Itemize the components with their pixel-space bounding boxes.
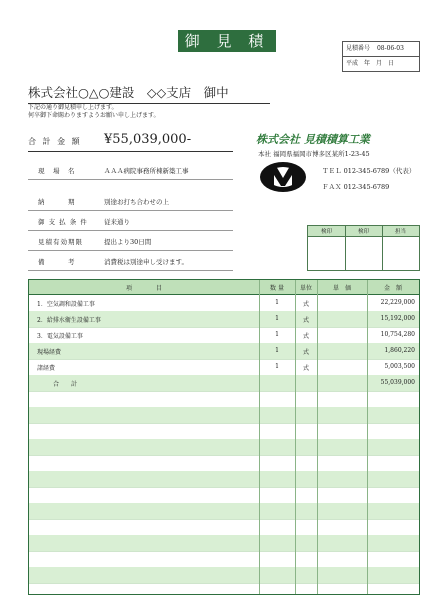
company-logo xyxy=(258,160,308,194)
column-divider xyxy=(259,280,260,594)
cell-qty: 1 xyxy=(275,363,279,370)
table-row xyxy=(29,567,419,584)
info-row-validity xyxy=(28,230,233,251)
table-row xyxy=(29,295,419,312)
cell-unit: 式 xyxy=(302,301,309,308)
info-value: 提出より30日間 xyxy=(104,238,152,246)
table-row xyxy=(29,551,419,568)
info-key: 備 考 xyxy=(38,258,76,266)
info-key: 納 期 xyxy=(38,198,76,206)
cell-amount: 1,860,220 xyxy=(384,347,415,354)
cell-item: 1．空気調和設備工事 xyxy=(37,301,95,308)
header-unit: 単位 xyxy=(299,285,312,292)
cell-item: 2．給排水衛生設備工事 xyxy=(37,317,101,324)
table-row xyxy=(29,439,419,456)
cell-unit: 式 xyxy=(302,317,309,324)
table-row xyxy=(29,583,419,595)
column-divider xyxy=(367,280,368,594)
company-fax: ＦＡＸ 012-345-6789 xyxy=(322,183,390,191)
header-amount: 金 額 xyxy=(383,285,402,292)
doc-number-row xyxy=(343,42,419,56)
table-row xyxy=(29,311,419,328)
table-row xyxy=(29,535,419,552)
header-price: 単 価 xyxy=(332,285,351,292)
stamp-label-inspection-2: 検印 xyxy=(357,229,369,235)
cell-unit: 式 xyxy=(302,365,309,372)
info-key: 御 支 払 条 件 xyxy=(38,218,88,226)
table-row xyxy=(29,375,419,392)
table-header xyxy=(29,280,419,295)
approval-stamps xyxy=(307,225,420,271)
doc-number-label: 見積番号 xyxy=(346,45,371,52)
info-value: 別途お打ち合わせの上 xyxy=(104,198,169,206)
cell-item: 現場経費 xyxy=(37,349,62,356)
info-key: 現 場 名 xyxy=(38,167,76,175)
cell-qty: 1 xyxy=(275,347,279,354)
info-row-site xyxy=(28,159,233,180)
total-amount-label: 合 計 金 額 xyxy=(28,137,82,146)
table-row xyxy=(29,327,419,344)
cell-qty: 1 xyxy=(275,331,279,338)
cell-item: 合 計 xyxy=(53,381,78,388)
cell-amount: 22,229,000 xyxy=(380,299,415,306)
company-tel: ＴＥＬ 012-345-6789（代表） xyxy=(322,167,416,175)
intro-line: 下記の通り御見積申し上げます。 xyxy=(28,104,118,111)
table-row xyxy=(29,503,419,520)
total-amount-value: ¥55,039,000- xyxy=(104,132,192,147)
client-name: 株式会社○△○建設 ◇◇支店 御中 xyxy=(28,83,270,104)
table-row xyxy=(29,391,419,408)
info-key: 見積有効期限 xyxy=(38,238,83,246)
stamp-label-inspection-1: 検印 xyxy=(320,229,332,235)
table-row xyxy=(29,407,419,424)
cell-amount: 10,754,280 xyxy=(380,331,415,338)
cell-qty: 1 xyxy=(275,315,279,322)
table-row xyxy=(29,519,419,536)
doc-number-box xyxy=(342,41,420,72)
column-divider xyxy=(295,280,296,594)
info-value: ＡＡＡ病院事務所棟新築工事 xyxy=(104,167,189,175)
cell-unit: 式 xyxy=(302,349,309,356)
company-name: 株式会社 見積積算工業 xyxy=(256,133,370,146)
header-item: 項 目 xyxy=(125,285,162,292)
cell-item: 諸経費 xyxy=(37,365,56,372)
table-row xyxy=(29,343,419,360)
info-value: 消費税は別途申し受けます。 xyxy=(104,258,188,266)
document-title: 御 見 積 書 xyxy=(178,30,276,52)
m-logo-icon xyxy=(258,160,308,194)
cell-amount: 5,003,500 xyxy=(384,363,415,370)
header-qty: 数 量 xyxy=(270,285,284,292)
column-divider xyxy=(317,280,318,594)
info-row-delivery xyxy=(28,190,233,211)
table-row xyxy=(29,423,419,440)
company-address: 本社 福岡県福岡市博多区某所1-23-45 xyxy=(258,150,370,158)
cell-qty: 1 xyxy=(275,299,279,306)
doc-number-value: 08-06-03 xyxy=(376,45,404,52)
cell-item: 3．電気設備工事 xyxy=(37,333,83,340)
total-amount-row xyxy=(28,131,233,152)
intro-line: 何卒御下命賜わりますようお願い申し上げます。 xyxy=(28,112,160,119)
table-row xyxy=(29,487,419,504)
doc-date-row: 平成 年 月 日 xyxy=(343,56,419,71)
estimate-table xyxy=(28,279,420,595)
stamp-label-person-in-charge: 担当 xyxy=(394,229,406,235)
info-value: 従来通り xyxy=(104,218,130,226)
table-row xyxy=(29,471,419,488)
table-row xyxy=(29,359,419,376)
intro-text xyxy=(28,104,160,120)
cell-unit: 式 xyxy=(302,333,309,340)
table-row xyxy=(29,455,419,472)
cell-amount: 55,039,000 xyxy=(380,379,415,386)
info-row-payment xyxy=(28,210,233,231)
info-row-remarks xyxy=(28,250,233,271)
cell-amount: 15,192,000 xyxy=(380,315,415,322)
